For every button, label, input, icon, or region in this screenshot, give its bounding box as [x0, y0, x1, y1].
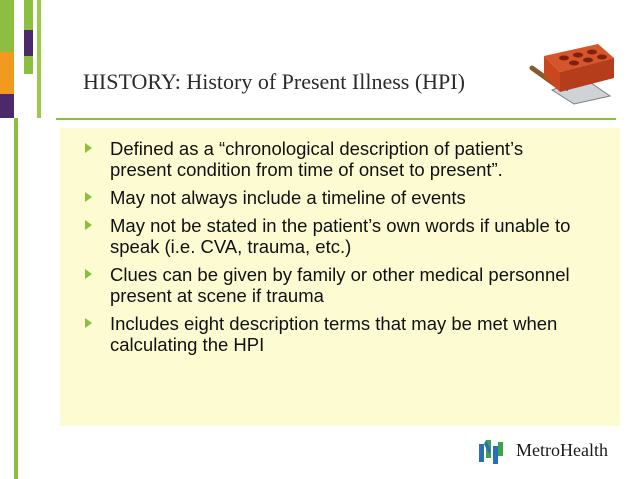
bullet-text: Clues can be given by family or other medical personnel present at scene if trauma [110, 264, 570, 306]
decor-bar-green [0, 0, 14, 52]
decor-bar-orange [0, 52, 14, 94]
bullet-arrow-icon [85, 318, 92, 328]
title-divider [56, 118, 616, 120]
list-item [60, 264, 580, 306]
list-item [60, 215, 580, 257]
decor-line-left [14, 118, 18, 479]
list-item [60, 313, 580, 355]
slide-title: HISTORY: History of Present Illness (HPI) [83, 69, 465, 94]
decor-bar-green-small [24, 0, 33, 30]
bullet-list [60, 138, 580, 362]
list-item [60, 138, 580, 180]
decor-bar-green-small-2 [24, 56, 33, 74]
bullet-text: Includes eight description terms that may be met when calculating the HPI [110, 313, 558, 355]
metrohealth-logo-icon [478, 438, 504, 464]
decor-bar-purple-small [24, 30, 33, 56]
bullet-arrow-icon [85, 269, 92, 279]
bullet-text: Defined as a “chronological description of patient’s present condition from time of onset to present”. [110, 138, 524, 180]
bullet-text: May not always include a timeline of events [110, 187, 466, 208]
decor-bar-purple [0, 94, 14, 118]
brick-trowel-icon [514, 38, 626, 108]
bullet-arrow-icon [85, 220, 92, 230]
decor-line-vertical [37, 0, 41, 118]
bullet-arrow-icon [85, 143, 92, 153]
bullet-text: May not be stated in the patient’s own words if unable to speak (i.e. CVA, trauma, etc.) [110, 215, 571, 257]
list-item [60, 187, 580, 208]
bullet-arrow-icon [85, 192, 92, 202]
logo-text: MetroHealth [516, 440, 608, 460]
